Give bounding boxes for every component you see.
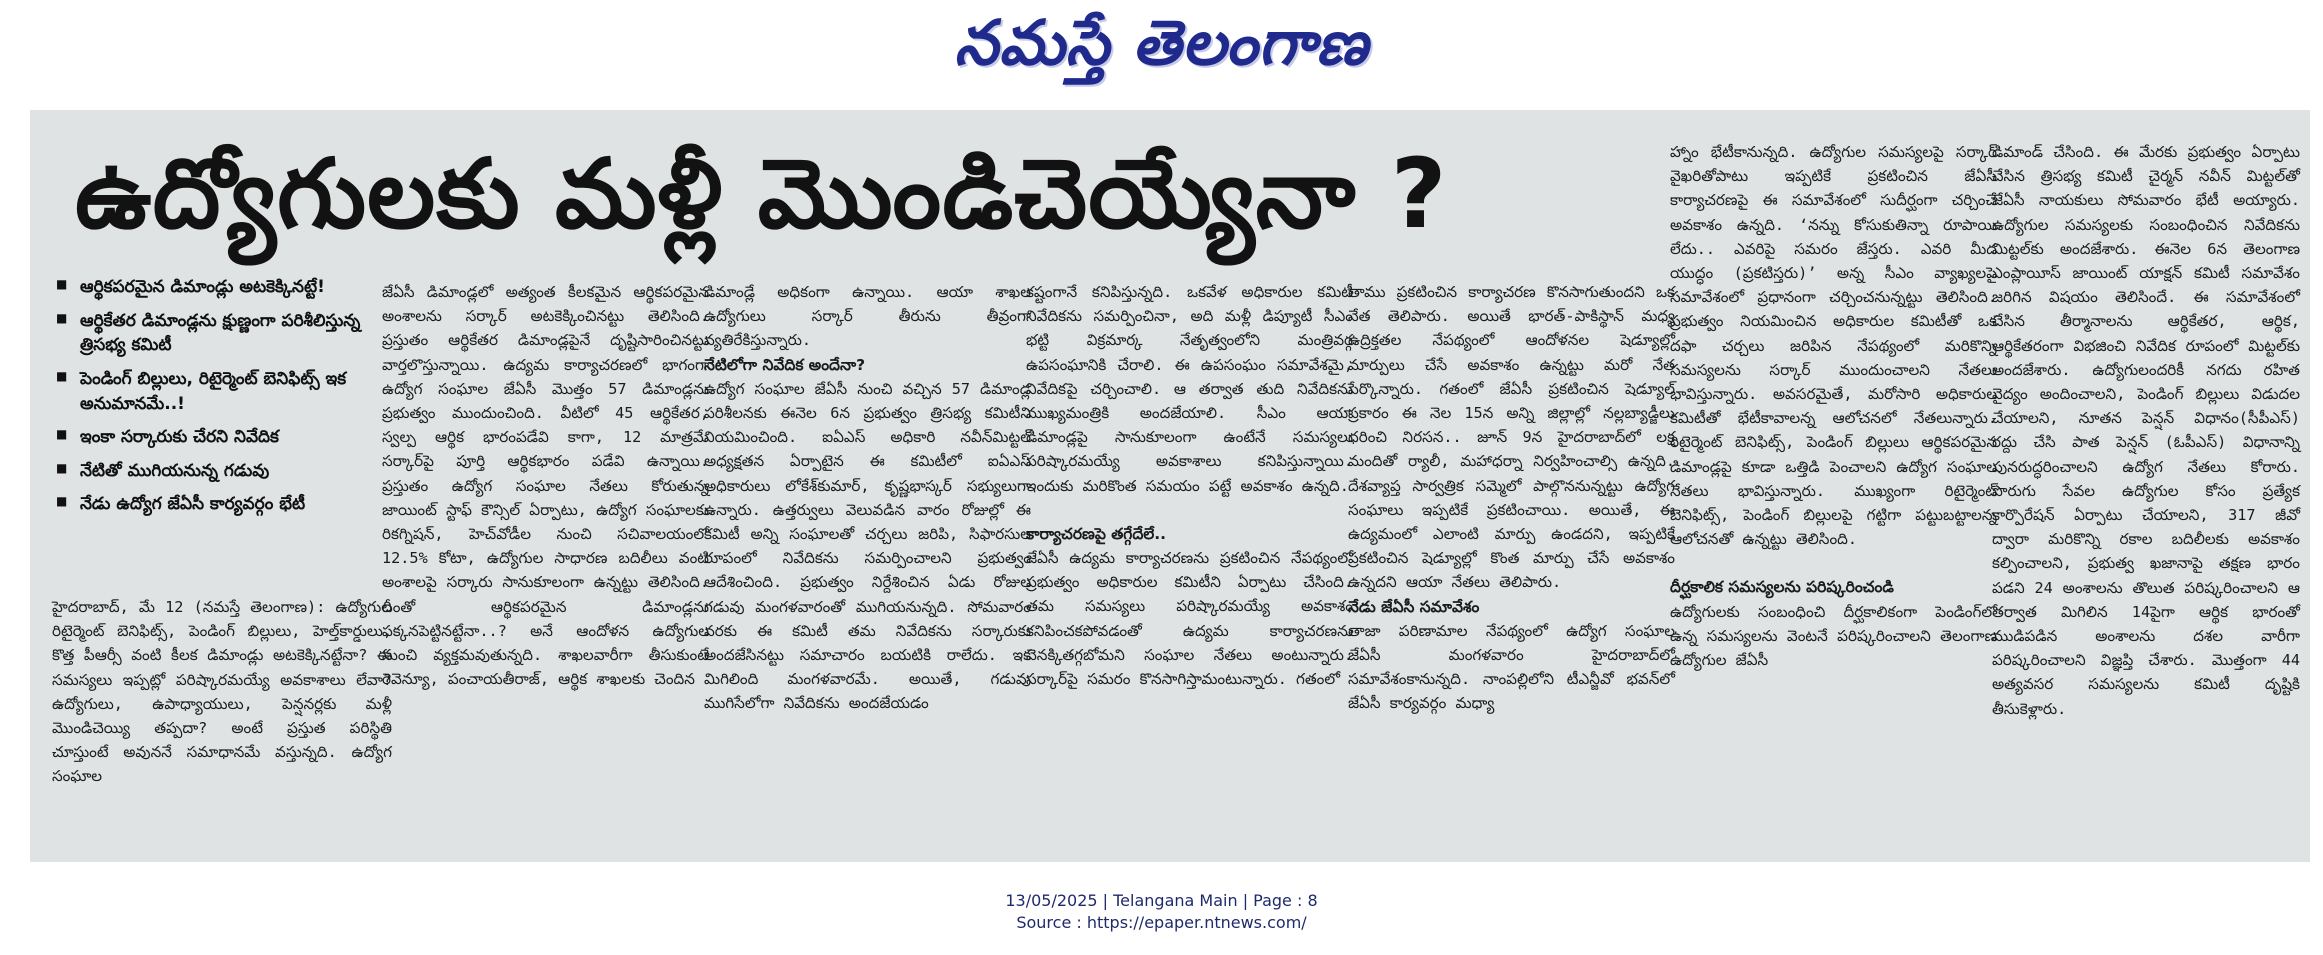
paragraph: హ్నాం భేటీకానున్నది. ఉద్యోగుల సమస్యలపై సర్కార్ వైఖరితోపాటు ఇప్పటికే ప్రకటించిన జేఏసీ కార్యాచరణపై ఈ సమావేశంలో సుదీర్ఘంగా చర్చించే అవకాశం ఉన్నది. ‘నన్ను కోసుకుతిన్నా రూపాయి లేదు.. ఎవరిపై సమరం జేస్తరు. ఎవరి మీద యుద్ధం (ప్రకటిస్తరు)’ అన్న సీఎం వ్యాఖ్యలపై సమావేశంలో ప్రధానంగా చర్చించనున్నట్టు తెలిసింది. ప్రభుత్వం నియమించిన అధికారుల కమిటీతో ఒక దఫా చర్చలు జరిపిన నేపథ్యంలో మరికొన్ని సమస్యలను సర్కార్ ముందుంచాలని నేతలు భావిస్తున్నారు. అవసరమైతే, మరోసారి అధికారుల కమిటీతో భేటీకావాలన్న ఆలోచనలో నేతలున్నారు. రిటైర్మెంట్ బెనిఫిట్స్, పెండింగ్ బిల్లులు ఆర్థికపరమైన డిమాండ్లపై కూడా ఒత్తిడి పెంచాలని ఉద్యోగ సంఘాల నేతలు భావిస్తున్నారు. ముఖ్యంగా రిటైర్మెంట్ బెనిఫిట్స్, పెండింగ్ బిల్లులపై గట్టిగా పట్టుబట్టాలన్న ఆలోచనతో ఉన్నట్టు తెలిసింది.	[1670, 143, 1997, 549]
article-column-6	[1670, 140, 1997, 672]
source-link[interactable]: Source : https://epaper.ntnews.com/	[1016, 913, 1307, 932]
subheading: నేడు జేఏసీ సమావేశం	[1348, 597, 1480, 616]
masthead	[0, 0, 2323, 110]
paragraph: డిమాండ్లే అధికంగా ఉన్నాయి. ఆయా శాఖల ఉద్యోగులు సర్కార్ తీరును తీవ్రంగా వ్యతిరేకిస్తున్నారు.	[704, 283, 1031, 350]
bullet-item: ■ ఆర్థికేతర డిమాండ్లను క్షుణ్ణంగా పరిశీలిస్తున్న త్రిసభ్య కమిటీ	[52, 309, 397, 358]
article-column-2	[382, 280, 709, 691]
paragraph: జేఏసీ ఉద్యమ కార్యాచరణను ప్రకటించిన నేపథ్యంలో ప్రభుత్వం అధికారుల కమిటీని ఏర్పాటు చేసింది. తమ సమస్యలు పరిష్కారమయ్యే అవకాశం కనిపించకపోవడంతో ఉద్యమ కార్యాచరణను వెనక్కితగ్గబోమని సంఘాల నేతలు అంటున్నారు. సర్కార్‌పై సమరం కొనసాగిస్తామంటున్నారు. గతంలో	[1026, 549, 1353, 689]
paragraph: ఉద్యోగులకు సంబంధించి దీర్ఘకాలికంగా పెండింగ్‌లో ఉన్న సమస్యలను వెంటనే పరిష్కరించాలని తెలంగాణ ఉద్యోగుల జేఏసీ	[1670, 602, 1997, 670]
page-footer	[0, 890, 2323, 934]
paragraph: జేఏసీ డిమాండ్లలో అత్యంత కీలకమైన ఆర్థికపరమైన అంశాలను సర్కార్ అటకెక్కించినట్టు తెలిసింది. ప్రస్తుతం ఆర్థికేతర డిమాండ్లపైనే దృష్టిసారించినట్టు వార్తలొస్తున్నాయి. ఉద్యమ కార్యాచరణలో భాగంగా ఉద్యోగ సంఘాల జేఏసీ మొత్తం 57 డిమాండ్లను ప్రభుత్వం ముందుంచింది. వీటిలో 45 ఆర్థికేతర, స్వల్ప ఆర్థిక భారంపడేవి కాగా, 12 మాత్రమే సర్కార్‌పై పూర్తి ఆర్థికభారం పడేవి ఉన్నాయి. ప్రస్తుతం ఉద్యోగ సంఘాల నేతలు కోరుతున్న జాయింట్ స్టాఫ్ కౌన్సిల్ ఏర్పాటు, ఉద్యోగ సంఘాలకు రికగ్నిషన్, హెచ్‌వోడీల నుంచి సచివాలయంలో 12.5% కోటా, ఉద్యోగుల సాధారణ బదిలీలు వంటి అంశాలపై సర్కారు సానుకూలంగా ఉన్నట్టు తెలిసింది. దీంతో ఆర్థికపరమైన డిమాండ్లను పక్కనపెట్టినట్టేనా..? అనే ఆందోళన ఉద్యోగుల నుంచి వ్యక్తమవుతున్నది. శాఖలవారీగా తీసుకుంటే రెవెన్యూ, పంచాయతీరాజ్, ఆర్థిక శాఖలకు చెందిన	[382, 283, 709, 689]
article-column-4	[1026, 280, 1353, 691]
headline: ఉద్యోగులకు మళ్లీ మొండిచెయ్యేనా ?	[75, 138, 1448, 250]
bullet-list	[52, 275, 397, 526]
subheading: కార్యాచరణపై తగ్గేదేలే..	[1026, 524, 1167, 543]
paragraph: హైదరాబాద్, మే 12 (నమస్తే తెలంగాణ): ఉద్యోగుల రిటైర్మెంట్ బెనిఫిట్స్, పెండింగ్ బిల్లులు, హెల్త్‌కార్డులు, కొత్త పీఆర్సీ వంటి కీలక డిమాండ్లు అటకెక్కినట్టేనా? ఈ సమస్యలు ఇప్పట్లో పరిష్కారమయ్యే అవకాశాలు లేవా? ఉద్యోగులు, ఉపాధ్యాయులు, పెన్షనర్లకు మళ్లీ మొండిచెయ్యి తప్పదా? అంటే ప్రస్తుత పరిస్థితి చూస్తుంటే అవుననే సమాధానమే వస్తున్నది. ఉద్యోగ సంఘాల	[52, 598, 392, 786]
article-column-3	[704, 280, 1031, 716]
bullet-item: ■ నేటితో ముగియనున్న గడువు	[52, 459, 397, 484]
bullet-item: ■ ఇంకా సర్కారుకు చేరని నివేదిక	[52, 425, 397, 450]
article-column-5	[1348, 280, 1675, 716]
paragraph: కష్టంగానే కనిపిస్తున్నది. ఒకవేళ అధికారుల కమిటీ నివేదికను సమర్పించినా, అది మళ్లీ డిప్యూటీ సీఎం భట్టి విక్రమార్క నేతృత్వంలోని మంత్రివర్గ ఉపసంఘానికి చేరాలి. ఈ ఉపసంఘం సమావేశమై, నివేదికపై చర్చించాలి. ఆ తర్వాత తుది నివేదికను ముఖ్యమంత్రికి అందజేయాలి. సీఎం ఆయా డిమాండ్లపై సానుకూలంగా ఉంటేనే సమస్యలు పరిష్కారమయ్యే అవకాశాలు కనిపిస్తున్నాయి. ఇందుకు మరికొంత సమయం పట్టే అవకాశం ఉన్నది.	[1026, 283, 1353, 495]
newspaper-logo: నమస్తే తెలంగాణ	[954, 6, 1369, 79]
paragraph: తాము ప్రకటించిన కార్యాచరణ కొనసాగుతుందని ఒక నేత తెలిపారు. అయితే భారత్-పాకిస్థాన్ మధ్య ఉద్రిక్తతల నేపథ్యంలో ఆందోళనల షెడ్యూల్లో మార్పులు చేసే అవకాశం ఉన్నట్టు మరో నేత పేర్కొన్నారు. గతంలో జేఏసీ ప్రకటించిన షెడ్యూల్ ప్రకారం ఈ నెల 15న అన్ని జిల్లాల్లో నల్లబ్యాడ్జీలు ధరించి నిరసన.. జూన్ 9న హైదరాబాద్‌లో లక్ష మందితో ర్యాలీ, మహాధర్నా నిర్వహించాల్సి ఉన్నది. దేశవ్యాప్త సార్వత్రిక సమ్మెలో పాల్గొననున్నట్టు ఉద్యోగ సంఘాలు ఇప్పటికే ప్రకటించాయి. అయితే, ఈ ఉద్యమంలో ఎలాంటి మార్పు ఉండదని, ఇప్పటికే ప్రకటించిన షెడ్యూల్లో కొంత మార్పు చేసే అవకాశం ఉన్నదని ఆయా నేతలు తెలిపారు.	[1348, 283, 1675, 592]
bullet-item: ■ నేడు ఉద్యోగ జేఏసీ కార్యవర్గం భేటీ	[52, 492, 397, 517]
paragraph: తాజా పరిణామాల నేపథ్యంలో ఉద్యోగ సంఘాల జేఏసీ మంగళవారం హైదరాబాద్‌లో సమావేశంకానున్నది. నాంపల్లిలోని టీఎన్జీవో భవన్‌లో జేఏసీ కార్యవర్గం మధ్యా	[1348, 621, 1675, 713]
article-column-1	[52, 595, 392, 789]
edition-info: 13/05/2025 | Telangana Main | Page : 8	[1005, 891, 1318, 910]
bullet-item: ■ పెండింగ్ బిల్లులు, రిటైర్మెంట్ బెనిఫిట్స్ ఇక అనుమానమే..!	[52, 367, 397, 416]
paragraph: డిమాండ్ చేసింది. ఈ మేరకు ప్రభుత్వం ఏర్పాటు చేసిన త్రిసభ్య కమిటీ చైర్మన్ నవీన్ మిట్టల్‌తో జేఏసీ నాయకులు సోమవారం భేటీ అయ్యారు. ఉద్యోగుల సమస్యలకు సంబంధించిన నివేదికను మిట్టల్‌కు అందజేశారు. ఈనెల 6న తెలంగాణ ఎంప్లాయీస్ జాయింట్ యాక్షన్ కమిటీ సమావేశం జరిగిన విషయం తెలిసిందే. ఈ సమావేశంలో చేసిన తీర్మానాలను ఆర్థికేతర, ఆర్థిక, ఆర్థికేతరంగా విభజించి నివేదిక రూపంలో మిట్టల్‌కు అందజేశారు. ఉద్యోగులందరికీ నగదు రహిత వైద్యం అందించాలని, పెండింగ్ బిల్లులు విడుదల చేయాలని, నూతన పెన్షన్ విధానం(సీపీఎస్) రద్దు చేసి పాత పెన్షన్ (ఓపీఎస్) విధానాన్ని పునరుద్ధరించాలని ఉద్యోగ నేతలు కోరారు. పొరుగు సేవల ఉద్యోగుల కోసం ప్రత్యేక కార్పొరేషన్ ఏర్పాటు చేయాలని, 317 జీవో ద్వారా మరికొన్ని రకాల బదిలీలకు అవకాశం కల్పించాలని, ప్రభుత్వ ఖజానాపై తక్షణ భారం పడని 24 అంశాలను తొలుత పరిష్కరించాలని ఆ తర్వాత మిగిలిన 14పైగా ఆర్థిక భారంతో ముడిపడిన అంశాలను దశల వారీగా పరిష్కరించాలని విజ్ఞప్తి చేశారు. మొత్తంగా 44 అత్యవసర సమస్యలను కమిటీ దృష్టికి తీసుకెళ్లారు.	[1992, 143, 2300, 718]
bullet-item: ■ ఆర్థికపరమైన డిమాండ్లు అటకెక్కినట్టే!	[52, 275, 397, 300]
article-panel	[30, 110, 2310, 862]
article-column-7	[1992, 140, 2300, 721]
subheading: నేటిలోగా నివేదిక అందేనా?	[704, 355, 866, 374]
paragraph: ఉద్యోగ సంఘాల జేఏసీ నుంచి వచ్చిన 57 డిమాండ్ల పరిశీలనకు ఈనెల 6న ప్రభుత్వం త్రిసభ్య కమిటీని నియమించింది. ఐఏఎస్ అధికారి నవీన్‌మిట్టల్ అధ్యక్షతన ఏర్పాటైన ఈ కమిటీలో ఐఏఎస్ అధికారులు లోకేశ్‌కుమార్, కృష్ణభాస్కర్ సభ్యులుగా ఉన్నారు. ఉత్తర్వులు వెలువడిన వారం రోజుల్లో ఈ కమిటీ అన్ని సంఘాలతో చర్చలు జరిపి, సిఫారసుల రూపంలో నివేదికను సమర్పించాలని ప్రభుత్వం ఆదేశించింది. ప్రభుత్వం నిర్దేశించిన ఏడు రోజుల గడువు మంగళవారంతో ముగియనున్నది. సోమవారం వరకు ఈ కమిటీ తమ నివేదికను సర్కారుకు అందజేసినట్టు సమాచారం బయటికి రాలేదు. ఇక మిగిలింది మంగళవారమే. అయితే, గడువు ముగిసేలోగా నివేదికను అందజేయడం	[704, 379, 1031, 713]
subheading: దీర్ఘకాలిక సమస్యలను పరిష్కరించండి	[1670, 578, 1894, 597]
